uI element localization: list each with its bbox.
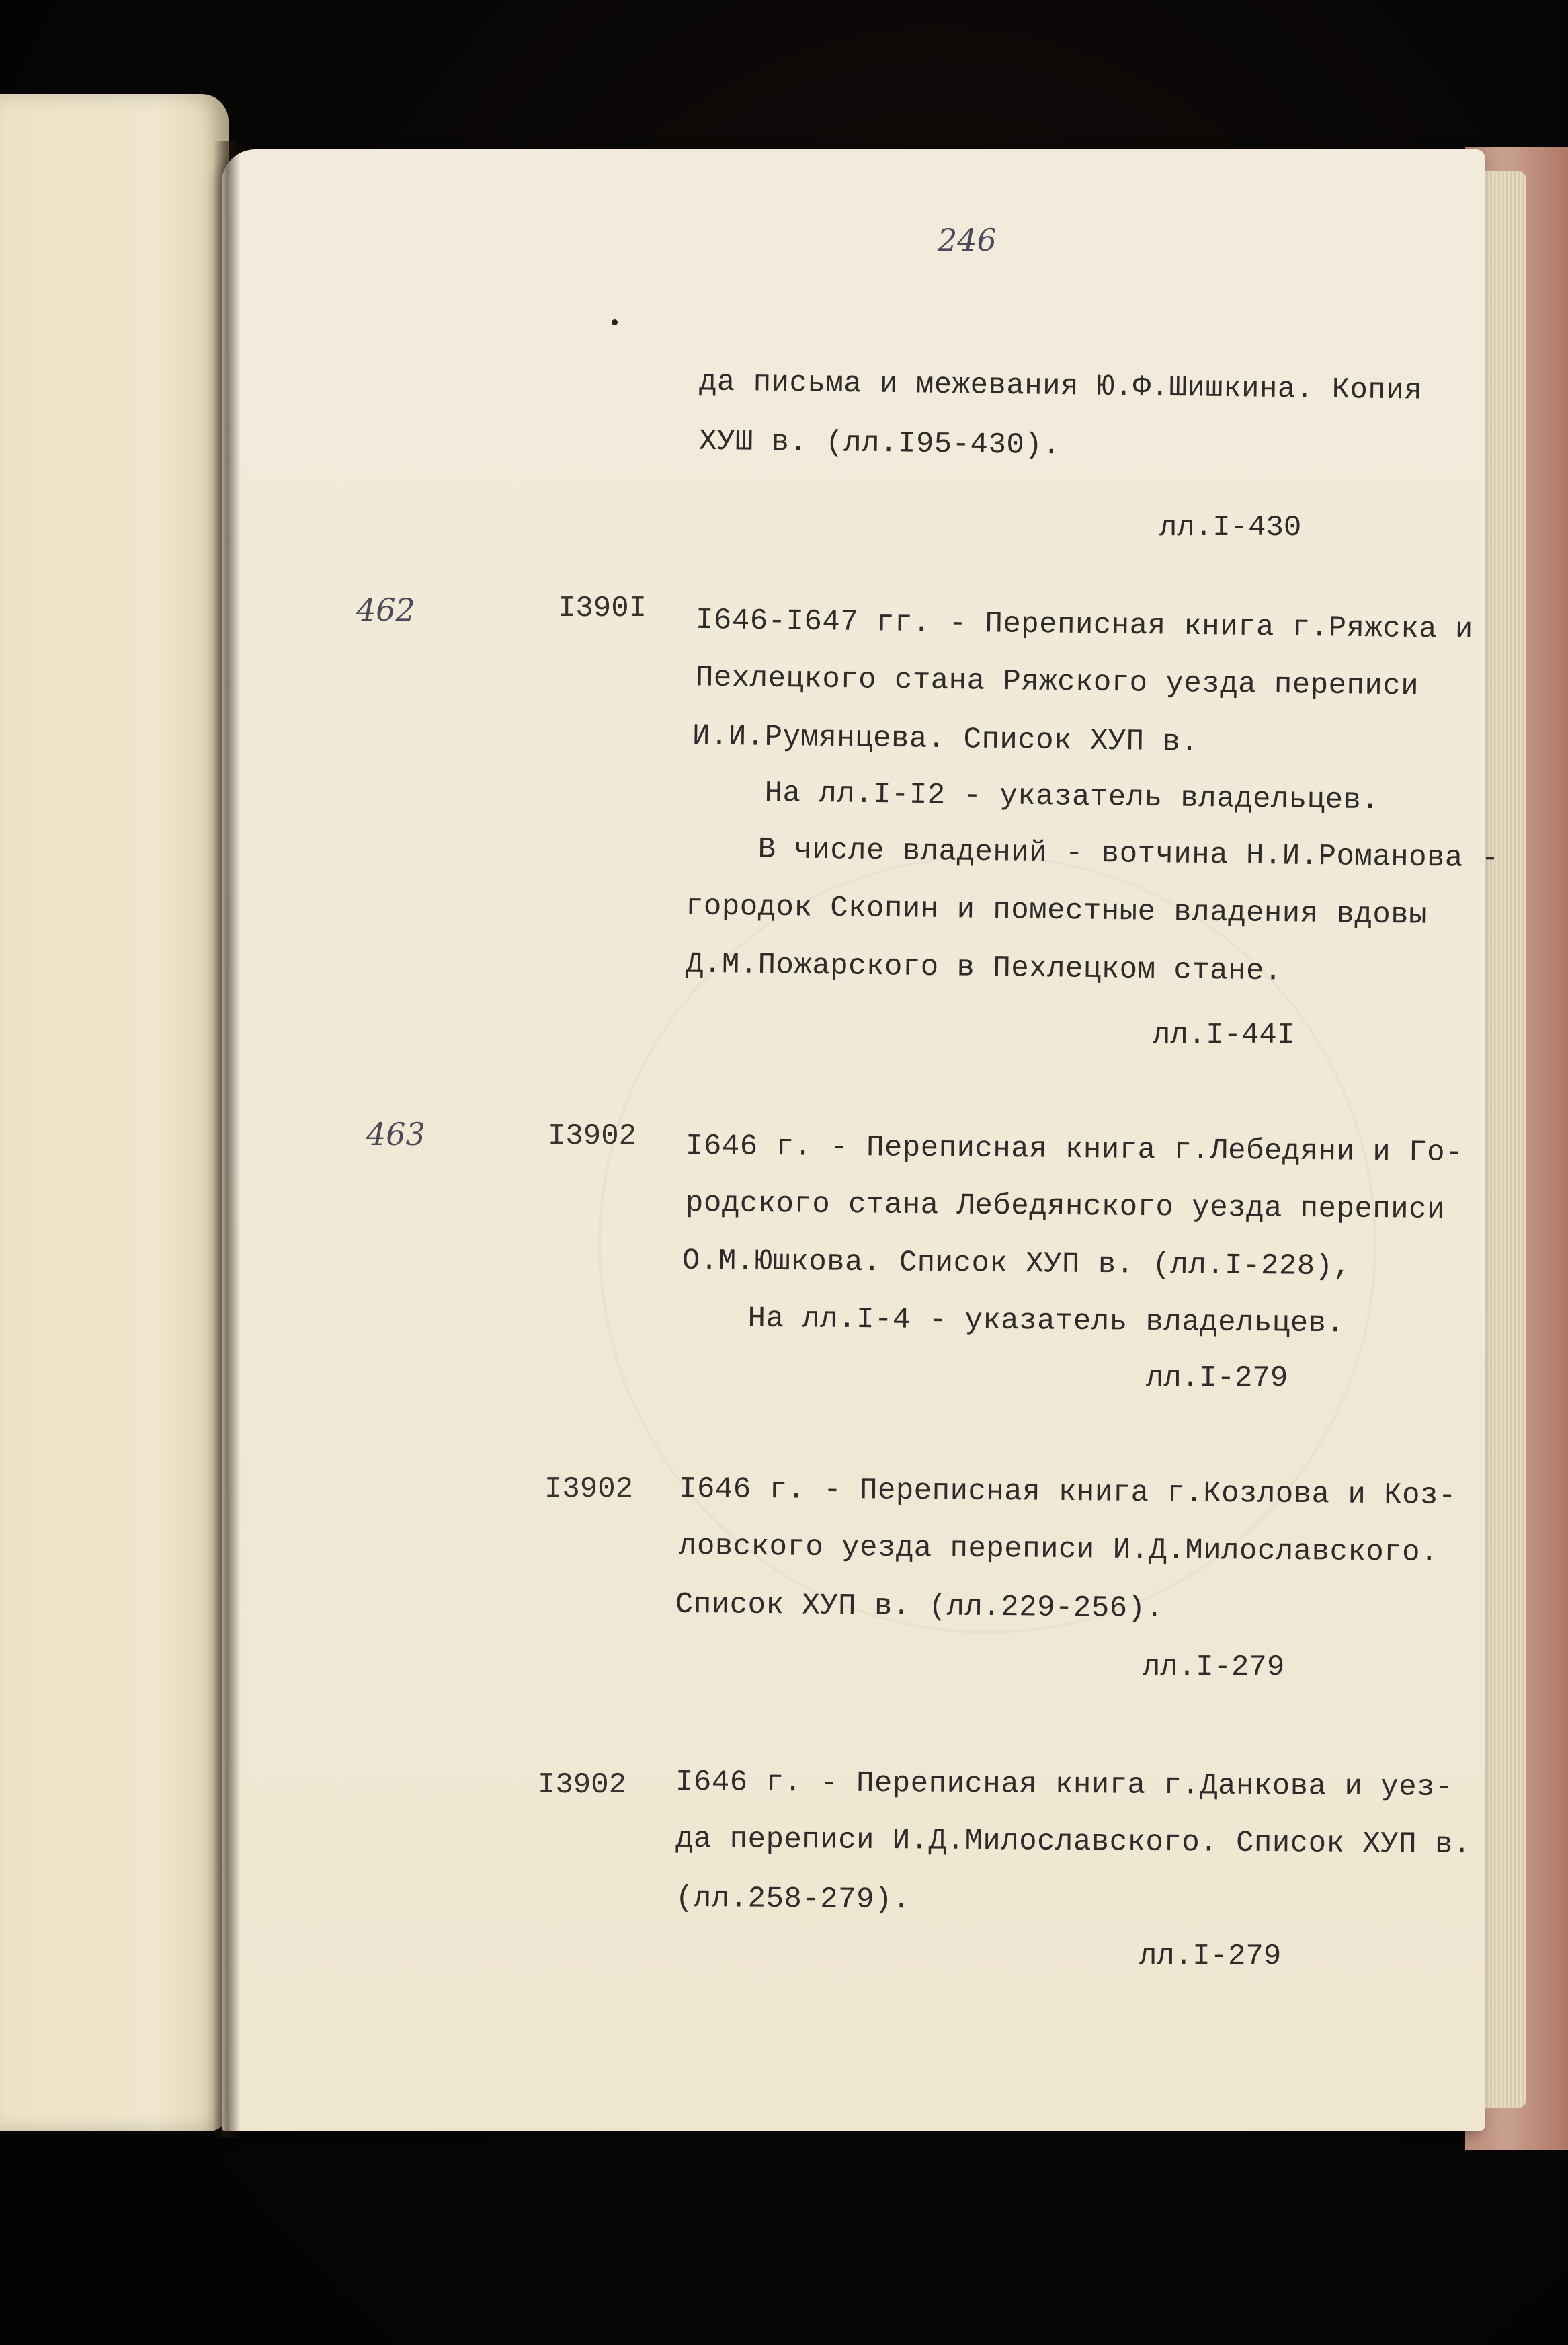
entry-3-line-3: Список ХУП в. (лл.229-256). [675, 1587, 1164, 1626]
entry-4-line-1: I646 г. - Переписная книга г.Данкова и уез- [675, 1765, 1454, 1805]
entry-4-archive-number: I3902 [538, 1768, 627, 1802]
entry-1-line-5: В числе владений - вотчина Н.И.Романова - [685, 832, 1499, 876]
entry-2-ref: лл.I-279 [1146, 1361, 1288, 1395]
entry-3-line-1: I646 г. - Переписная книга г.Козлова и Коз- [678, 1472, 1457, 1513]
page-number-handwritten: 246 [938, 222, 997, 258]
entry-4-line-2: да переписи И.Д.Милославского. Список ХУП в. [675, 1822, 1471, 1862]
page-gutter-shadow [214, 141, 241, 2138]
facing-page-left [0, 94, 229, 2131]
entry-1-line-1: I646-I647 гг. - Переписная книга г.Ряжска и [695, 603, 1474, 647]
entry-1-line-6: городок Скопин и поместные владения вдовы [685, 889, 1428, 932]
entry-1-ref: лл.I-44I [1153, 1019, 1295, 1052]
entry-1-archive-number: I390I [558, 592, 647, 625]
entry-1-margin-number: 462 [356, 592, 415, 628]
continuation-line-2: ХУШ в. (лл.I95-430). [698, 424, 1061, 463]
entry-2-archive-number: I3902 [548, 1119, 637, 1153]
entry-2-line-3: О.М.Юшкова. Список ХУП в. (лл.I-228), [682, 1244, 1352, 1284]
entry-3-ref: лл.I-279 [1143, 1651, 1285, 1684]
entry-2-line-4: На лл.I-4 - указатель владельцев. [675, 1301, 1345, 1341]
entry-1-line-4: На лл.I-I2 - указатель владельцев. [692, 775, 1380, 818]
entry-3-archive-number: I3902 [544, 1472, 634, 1506]
entry-1-line-7: Д.М.Пожарского в Пехлецком стане. [685, 947, 1283, 989]
entry-2-margin-number: 463 [366, 1116, 425, 1152]
entry-4-line-3: (лл.258-279). [675, 1881, 911, 1917]
entry-1-line-2: Пехлецкого стана Ряжского уезда переписи [695, 661, 1419, 704]
continuation-ref: лл.I-430 [1159, 511, 1302, 545]
entry-2-line-1: I646 г. - Переписная книга г.Лебедяни и Го- [685, 1129, 1464, 1170]
entry-1-line-3: И.И.Румянцева. Список ХУП в. [692, 719, 1199, 760]
entry-2-line-2: родского стана Лебедянского уезда переписи [685, 1187, 1446, 1227]
entry-4-ref: лл.I-279 [1139, 1940, 1282, 1973]
ink-dot [612, 319, 618, 325]
continuation-line-1: да письма и межевания Ю.Ф.Шишкина. Копия [698, 365, 1423, 408]
entry-3-line-2: ловского уезда переписи И.Д.Милославского. [678, 1529, 1439, 1570]
